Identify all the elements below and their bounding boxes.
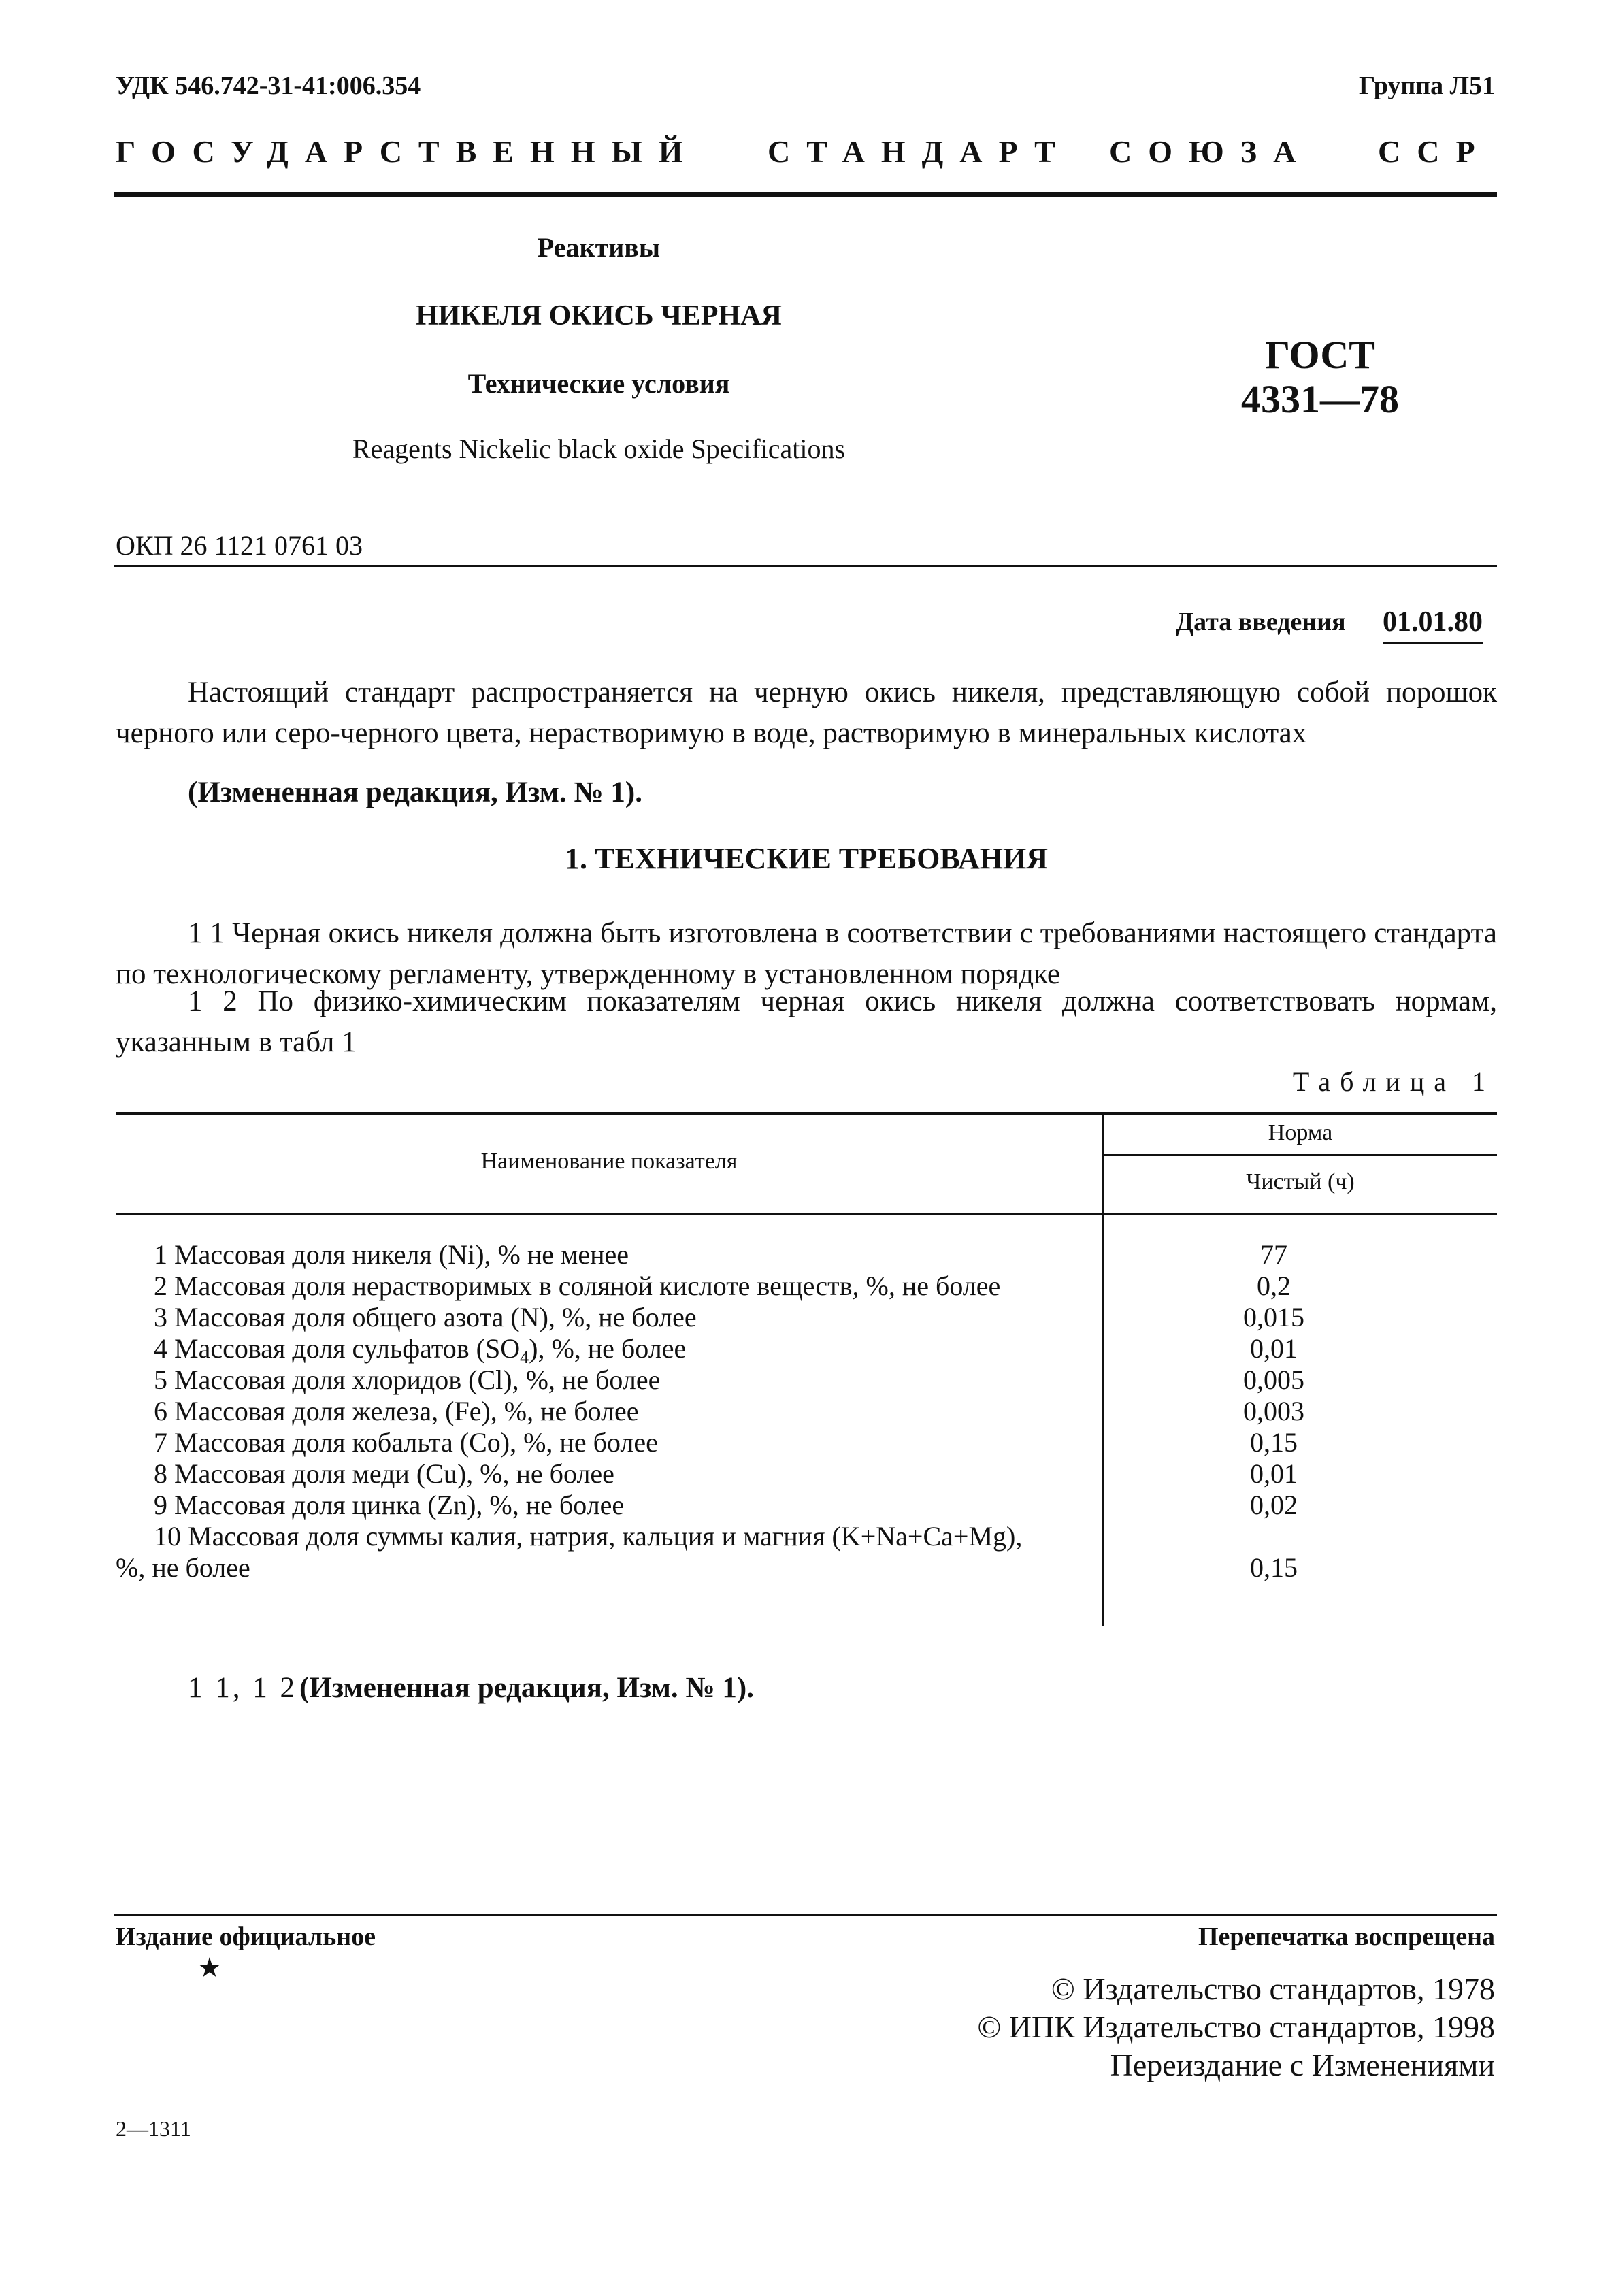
table-row-3-value: 0,015 — [1243, 1302, 1304, 1332]
table-row-2-name: 2 Массовая доля нерастворимых в соляной кислоте веществ, %, не более — [154, 1270, 1001, 1301]
reissue-note: Переиздание с Изменениями — [1110, 2048, 1495, 2082]
intro-paragraph: Настоящий стандарт распространяется на черную окись никеля, представляющую собой порошок черного или серо-черного цвета, нерастворимую в воде, растворимую в минеральных кислотах — [116, 676, 1497, 749]
table-row-2-value: 0,2 — [1257, 1270, 1291, 1301]
table-row-10-value: 0,15 — [1250, 1552, 1298, 1583]
table-row-5-value: 0,005 — [1243, 1364, 1304, 1395]
state-standard-word-3: СОЮЗА — [1109, 134, 1313, 169]
table-row-1-name: 1 Массовая доля никеля (Ni), % не менее — [154, 1239, 629, 1270]
table-row-10-name-line1: 10 Массовая доля суммы калия, натрия, кальция и магния (K+Na+Ca+Mg), — [154, 1521, 1023, 1552]
table-header-norm: Норма — [1268, 1120, 1333, 1145]
print-code: 2—1311 — [116, 2116, 191, 2141]
official-edition: Издание официальное — [116, 1922, 376, 1951]
star-mark: ★ — [197, 1952, 222, 1983]
header-rule — [114, 192, 1497, 197]
table-row-8-name: 8 Массовая доля меди (Cu), %, не более — [154, 1458, 614, 1489]
table-row-5-name: 5 Массовая доля хлоридов (Cl), %, не более — [154, 1364, 661, 1395]
group-code: Группа Л51 — [1358, 71, 1495, 100]
document-title: НИКЕЛЯ ОКИСЬ ЧЕРНАЯ — [416, 300, 782, 331]
gost-number: 4331—78 — [1241, 377, 1399, 421]
table-row-4-value: 0,01 — [1250, 1333, 1298, 1364]
table-row-1-value: 77 — [1260, 1239, 1287, 1270]
table-row-3-name: 3 Массовая доля общего азота (N), %, не более — [154, 1302, 697, 1332]
table-row-4-name — [154, 1332, 686, 1368]
okp-code: ОКП 26 1121 0761 03 — [116, 530, 363, 561]
table-row-10-name-line2: %, не более — [116, 1552, 250, 1583]
section-heading: 1. ТЕХНИЧЕСКИЕ ТРЕБОВАНИЯ — [565, 842, 1048, 875]
copyright-1978: © Издательство стандартов, 1978 — [1051, 1971, 1495, 2006]
english-title: Reagents Nickelic black oxide Specifications — [352, 433, 846, 464]
table-row-9-name: 9 Массовая доля цинка (Zn), %, не более — [154, 1490, 625, 1520]
table-header-rule — [116, 1213, 1497, 1215]
udk-code: УДК 546.742-31-41:006.354 — [116, 71, 421, 100]
section-paragraph-1: 1 1 Черная окись никеля должна быть изготовлена в соответствии с требованиями настоящего стандарта по технологическому регламенту, утвержденному в установленном порядке — [116, 917, 1497, 990]
table-row-7-value: 0,15 — [1250, 1427, 1298, 1458]
table-caption: Таблица 1 — [1292, 1066, 1495, 1097]
state-standard-word-4: ССР — [1378, 134, 1492, 169]
table-row-9-value: 0,02 — [1250, 1490, 1298, 1520]
section-paragraph-2: 1 2 По физико-химическим показателям черная окись никеля должна соответствовать нормам, указанным в табл 1 — [116, 985, 1497, 1058]
no-reprint: Перепечатка воспрещена — [1198, 1922, 1495, 1951]
table-header-pure: Чистый (ч) — [1246, 1169, 1355, 1194]
footer-rule — [114, 1914, 1497, 1916]
table-row-4-name-sub: 4 — [520, 1347, 529, 1367]
copyright-1998: © ИПК Издательство стандартов, 1998 — [977, 2010, 1495, 2044]
intro-date-label: Дата введения — [1176, 608, 1346, 636]
state-standard-word-2: СТАНДАРТ — [768, 134, 1072, 169]
table-row-8-value: 0,01 — [1250, 1458, 1298, 1489]
table-row-4-name-post: ), %, не более — [529, 1333, 687, 1364]
table-norm-rule — [1102, 1154, 1497, 1156]
table-top-rule — [116, 1112, 1497, 1115]
after-table-ref: 1 1, 1 2 — [188, 1672, 297, 1704]
state-standard-word-1: ГОСУДАРСТВЕННЫЙ — [116, 134, 699, 169]
okp-rule — [114, 565, 1497, 567]
gost-label: ГОСТ — [1265, 333, 1375, 377]
category-title: Реактивы — [537, 232, 661, 263]
table-row-7-name: 7 Массовая доля кобальта (Co), %, не более — [154, 1427, 658, 1458]
table-row-6-value: 0,003 — [1243, 1396, 1304, 1426]
intro-amendment: (Измененная редакция, Изм. № 1). — [188, 776, 642, 808]
table-row-6-name: 6 Массовая доля железа, (Fe), %, не более — [154, 1396, 639, 1426]
table-header-name: Наименование показателя — [480, 1149, 738, 1174]
table-row-4-name-pre: 4 Массовая доля сульфатов (SO — [154, 1333, 521, 1364]
after-table-amendment: (Измененная редакция, Изм. № 1). — [299, 1672, 754, 1704]
intro-date-value: 01.01.80 — [1383, 606, 1483, 644]
document-subtitle: Технические условия — [467, 368, 730, 399]
